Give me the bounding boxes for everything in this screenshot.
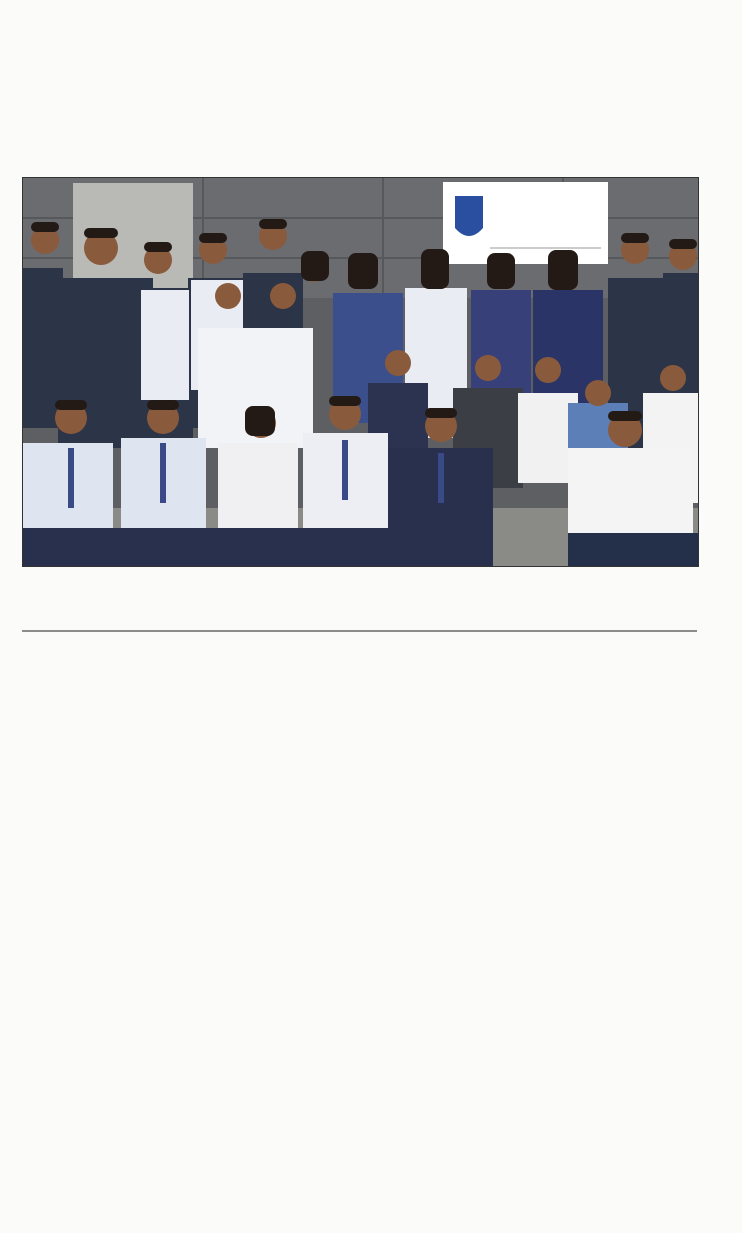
university-banner [443,182,608,264]
article-line [22,668,698,711]
article-line [22,711,698,754]
divider [22,630,697,632]
article-line [22,753,698,796]
article-line [22,1008,698,1051]
university-logo-icon [455,196,483,236]
article-line [22,1051,698,1094]
article-line [22,796,698,839]
article-line [22,838,698,881]
article-line [22,1136,698,1179]
group-photo [22,177,699,567]
article-line [22,966,698,1009]
article-line [22,923,698,966]
article-body [22,668,698,1178]
article-line [22,881,698,924]
article-line [22,1093,698,1136]
